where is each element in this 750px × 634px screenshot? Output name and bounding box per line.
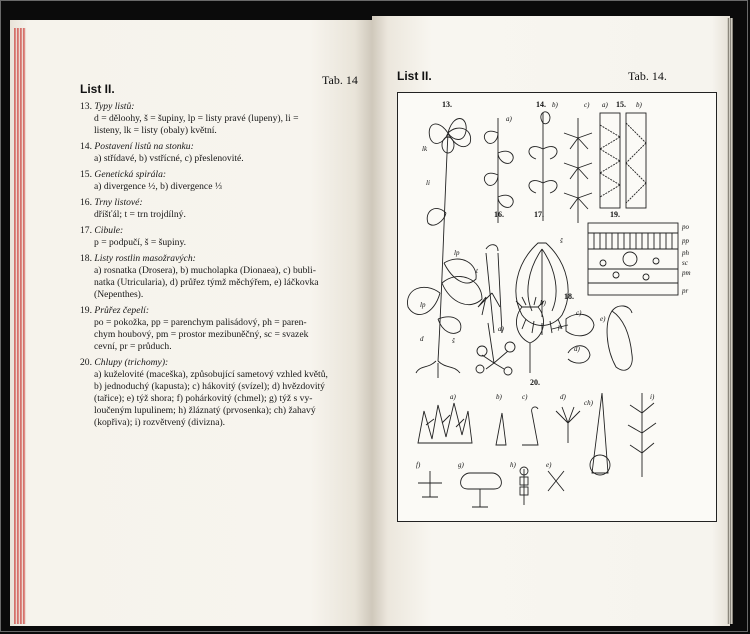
figure-14-shoots	[484, 112, 592, 223]
fig-number: 16.	[494, 210, 504, 219]
legend-entry-13	[80, 101, 370, 137]
entry-line: chym houbový, pm = prostor mezibuněčný, sc = svazek	[94, 329, 309, 340]
legend-entry-17	[80, 225, 370, 249]
figure-18-carnivorous	[476, 297, 632, 375]
entry-line: po = pokožka, pp = parenchym palisádový, ph = paren-	[94, 317, 307, 328]
fig15-label: a)	[602, 101, 608, 109]
entry-title: Typy listů:	[94, 101, 135, 112]
entry-line: natka (Utricularia), d) průřez týmž měchýřem, e) láčkovka	[94, 277, 319, 288]
fig19-label: pp	[682, 237, 689, 245]
entry-line: a) střídavé, b) vstřícné, c) přeslenovité.	[94, 153, 244, 164]
entry-title: Postavení listů na stonku:	[94, 141, 194, 152]
right-page-header: List II.	[397, 69, 432, 83]
fig20-label: f)	[416, 461, 421, 469]
entry-title: Průřez čepelí:	[94, 305, 150, 316]
fig20-label: d)	[560, 393, 566, 401]
fig18-label: e)	[600, 315, 606, 323]
fig-number: 17.	[534, 210, 544, 219]
figure-20-trichomes-top	[418, 393, 656, 477]
figure-16-thorn	[478, 245, 502, 333]
fig19-label: ph	[682, 249, 689, 257]
red-page-edge	[14, 28, 26, 624]
entry-line: b) jednoduchý (kapusta); c) hákovitý (svízel); d) hvězdovitý	[94, 381, 325, 392]
fig13-label: li	[426, 179, 430, 187]
fig-number: 20.	[530, 378, 540, 387]
fig-number: 15.	[616, 100, 626, 109]
fig13-label: lp	[454, 249, 460, 257]
entry-title: Trny listové:	[94, 197, 143, 208]
entry-number: 20.	[80, 357, 92, 368]
entry-line: listeny, lk = listy (obaly) květní.	[94, 125, 217, 136]
entry-line: d = děloohy, š = šupiny, lp = listy pravé (lupeny), li =	[94, 113, 299, 124]
left-page-header: List II.	[80, 82, 115, 96]
entry-line: a) rosnatka (Drosera), b) mucholapka (Dionaea), c) bubli-	[94, 265, 316, 276]
fig17-label: š	[560, 237, 563, 245]
entry-number: 13.	[80, 101, 92, 112]
fig18-label: b)	[540, 299, 546, 307]
entry-line: a) kuželovité (maceška), způsobující sametový vzhled květů,	[94, 369, 328, 380]
fig-number: 19.	[610, 210, 620, 219]
figure-13-plant	[407, 119, 482, 379]
fig18-label: a)	[498, 325, 504, 333]
fig18-label: d)	[574, 345, 580, 353]
plate-illustration	[398, 93, 716, 521]
entry-number: 16.	[80, 197, 92, 208]
fig20-label: c)	[522, 393, 528, 401]
fig19-label: pr	[682, 287, 689, 295]
figure-15-spirals	[600, 113, 646, 208]
fig20-label: i)	[650, 393, 655, 401]
fig19-label: sc	[682, 259, 688, 267]
entry-title: Listy rostlin masožravých:	[94, 253, 196, 264]
entry-title: Chlupy (trichomy):	[94, 357, 169, 368]
figure-19-cross-section	[588, 223, 678, 295]
fig13-label: d	[420, 335, 424, 343]
legend-entry-16	[80, 197, 370, 221]
figure-20-trichomes-bottom	[418, 467, 564, 507]
fig-number: 14.	[536, 100, 546, 109]
fig20-label: h)	[510, 461, 516, 469]
entry-line: (kopřiva); i) rozvětvený (divizna).	[94, 417, 226, 428]
fig14-label: c)	[584, 101, 590, 109]
fig15-label: b)	[636, 101, 642, 109]
fig20-label: e)	[546, 461, 552, 469]
fig17-label: p	[558, 323, 562, 331]
entry-number: 17.	[80, 225, 92, 236]
figure-17-bulb	[516, 243, 568, 335]
fig13-label: lk	[422, 145, 428, 153]
entry-line: (Nepenthes).	[94, 289, 144, 300]
right-page-edge	[727, 18, 733, 624]
entry-number: 14.	[80, 141, 92, 152]
entry-number: 15.	[80, 169, 92, 180]
right-page-tab-label: Tab. 14.	[628, 69, 667, 83]
fig20-label: ch)	[584, 399, 593, 407]
entry-line: cevní, pr = průduch.	[94, 341, 172, 352]
entry-line: loučeným lupulinem; h) žláznatý (prvosenka); ch) žahavý	[94, 405, 316, 416]
legend-text	[80, 101, 370, 433]
entry-title: Cibule:	[94, 225, 124, 236]
entry-title: Genetická spirála:	[94, 169, 167, 180]
fig16-label: t	[476, 267, 478, 275]
entry-line: p = podpučí, š = šupiny.	[94, 237, 187, 248]
botanical-plate	[397, 92, 717, 522]
fig-number: 13.	[442, 100, 452, 109]
entry-line: dříšťál; t = trn trojdílný.	[94, 209, 186, 220]
fig-number: 18.	[564, 292, 574, 301]
fig20-label: g)	[458, 461, 464, 469]
legend-entry-15	[80, 169, 370, 193]
legend-entry-19	[80, 305, 370, 353]
legend-entry-14	[80, 141, 370, 165]
entry-line: a) divergence ½, b) divergence ⅓	[94, 181, 223, 192]
left-page-tab-label: Tab. 14	[322, 73, 358, 87]
fig18-label: c)	[576, 309, 582, 317]
legend-entry-20	[80, 357, 370, 429]
entry-line: (tařice); e) týž shora; f) pohárkovitý (chmel); g) týž s vy-	[94, 393, 313, 404]
entry-number: 19.	[80, 305, 92, 316]
legend-entry-18	[80, 253, 370, 301]
fig19-label: pm	[682, 269, 691, 277]
fig14-label: b)	[552, 101, 558, 109]
fig14-label: a)	[506, 115, 512, 123]
fig19-label: po	[682, 223, 689, 231]
fig13-label: lp	[420, 301, 426, 309]
fig20-label: a)	[450, 393, 456, 401]
entry-number: 18.	[80, 253, 92, 264]
fig20-label: b)	[496, 393, 502, 401]
fig13-label: š	[452, 337, 455, 345]
